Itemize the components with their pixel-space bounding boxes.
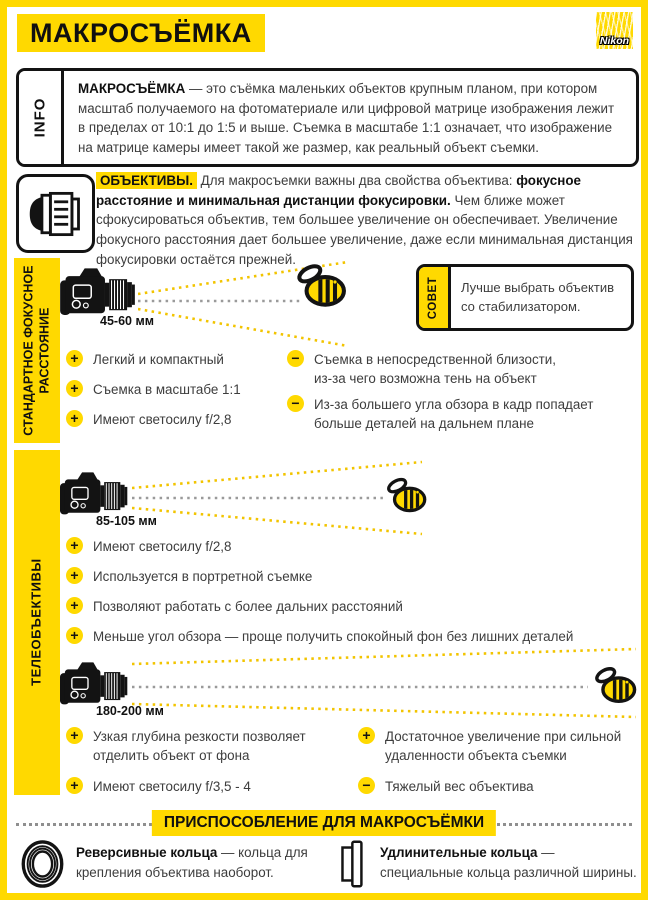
tele-bottom-right-list — [358, 727, 643, 796]
reversing-ring-icon — [20, 839, 65, 889]
list-item-text: Меньше угол обзора — проще получить спокойный фон без лишних деталей — [93, 629, 574, 645]
footer-item-extension-text: Удлинительные кольца — специальные кольца различной ширины. — [380, 845, 637, 881]
plus-icon: + — [66, 727, 83, 744]
info-tab — [19, 71, 64, 164]
focus-beam-3 — [132, 646, 638, 720]
list-item — [66, 380, 241, 399]
list-item — [66, 727, 335, 765]
list-item-text: Съемка в непосредственной близости, из-за чего возможна тень на объект — [314, 352, 556, 387]
list-item — [66, 597, 633, 616]
nikon-logo-text: Nikon — [599, 35, 630, 47]
tip-box — [416, 264, 634, 331]
bee-icon — [594, 666, 638, 705]
section-standard-label: СТАНДАРТНОЕ ФОКУСНОЕ РАССТОЯНИЕ — [21, 265, 51, 436]
list-item-text: Тяжелый вес объектива — [385, 779, 534, 795]
section-tele-bar — [14, 450, 60, 795]
focal-range-label-standard: 45-60 мм — [100, 314, 154, 328]
plus-icon: + — [66, 380, 83, 397]
plus-icon: + — [66, 777, 83, 794]
bee-icon — [296, 263, 348, 309]
lenses-highlight: ОБЪЕКТИВЫ. — [96, 172, 197, 189]
minus-icon: − — [358, 777, 375, 794]
list-item-text: Имеют светосилу f/3,5 - 4 — [93, 779, 251, 795]
list-item-text: Узкая глубина резкости позволяет отделить объект от фона — [93, 729, 306, 764]
nikon-logo — [596, 12, 633, 49]
list-item — [358, 777, 643, 796]
list-item — [66, 410, 241, 429]
tele-bottom-left-list — [66, 727, 335, 796]
standard-cons-list — [287, 350, 626, 434]
focus-beam-2 — [132, 458, 424, 540]
plus-icon: + — [358, 727, 375, 744]
tele-pros-list — [66, 537, 633, 658]
footer-item-reversing-text: Реверсивные кольца — кольца для крепления объектива наоборот. — [76, 845, 308, 881]
extension-rings-icon — [340, 836, 368, 892]
list-item-text: Позволяют работать с более дальних расстояний — [93, 599, 403, 615]
list-item — [287, 350, 626, 388]
footer-title: ПРИСПОСОБЛЕНИЕ ДЛЯ МАКРОСЪЁМКИ — [152, 810, 496, 836]
focal-range-label-tele-1: 85-105 мм — [96, 514, 157, 528]
focal-range-label-tele-2: 180-200 мм — [96, 704, 164, 718]
plus-icon: + — [66, 597, 83, 614]
tip-text: Лучше выбрать объектив со стабилизатором. — [461, 279, 614, 314]
plus-icon: + — [66, 627, 83, 644]
dslr-camera-icon — [60, 660, 130, 710]
dslr-camera-icon — [60, 470, 130, 520]
list-item — [66, 567, 633, 586]
standard-pros-list — [66, 350, 241, 440]
dslr-camera-icon — [60, 266, 138, 321]
list-item — [358, 727, 643, 765]
tip-tab — [419, 267, 451, 328]
section-standard-bar — [14, 258, 60, 443]
list-item-text: Используется в портретной съемке — [93, 569, 313, 585]
list-item-text: Достаточное увеличение при сильной удаленности объекта съемки — [385, 729, 622, 764]
bee-icon — [386, 477, 428, 514]
list-item — [287, 395, 626, 433]
page-title-block — [17, 14, 265, 52]
info-tab-label: INFO — [31, 97, 49, 138]
info-box — [16, 68, 639, 167]
list-item-text: Имеют светосилу f/2,8 — [93, 539, 232, 554]
plus-icon: + — [66, 350, 83, 367]
tip-tab-label: СОВЕТ — [427, 276, 440, 319]
lenses-intro-text: ОБЪЕКТИВЫ. Для макросъемки важны два свойства объектива: фокусное расстояние и минимальная дистанции фокусировки. Чем ближе может сфокусироваться объектив, тем большее увеличение он обеспечивает. Увеличение фокусного расстояния дает большее увеличение, даже если минимальная дистанция фокусировки остаётся прежней. — [96, 173, 633, 267]
info-lead: МАКРОСЪЁМКА — [78, 81, 186, 96]
plus-icon: + — [66, 567, 83, 584]
page-title: МАКРОСЪЁМКА — [30, 18, 252, 48]
list-item — [66, 627, 633, 646]
list-item-text: Имеют светосилу f/2,8 — [93, 412, 232, 428]
lens-icon — [26, 189, 86, 239]
list-item-text: Легкий и компактный — [93, 352, 224, 367]
section-tele-label: ТЕЛЕОБЪЕКТИВЫ — [28, 558, 44, 687]
list-item-text: Из-за большего угла обзора в кадр попадает больше деталей на дальнем плане — [314, 397, 594, 432]
minus-icon: − — [287, 395, 304, 412]
list-item-text: Съемка в масштабе 1:1 — [93, 382, 241, 398]
lens-icon-box — [16, 174, 95, 253]
list-item — [66, 777, 335, 796]
minus-icon: − — [287, 350, 304, 367]
info-text: МАКРОСЪЁМКА — это съёмка маленьких объектов крупным планом, при котором масштаб получаемого на фотоматериале или цифровой матрице изображения лежит в пределах от 10:1 до 1:5 и выше. Съемка в масштабе 1:1 означает, что изображение на матрице камеры имеет такой же размер, как реальный объект съемки. — [78, 81, 615, 156]
plus-icon: + — [66, 537, 83, 554]
plus-icon: + — [66, 410, 83, 427]
